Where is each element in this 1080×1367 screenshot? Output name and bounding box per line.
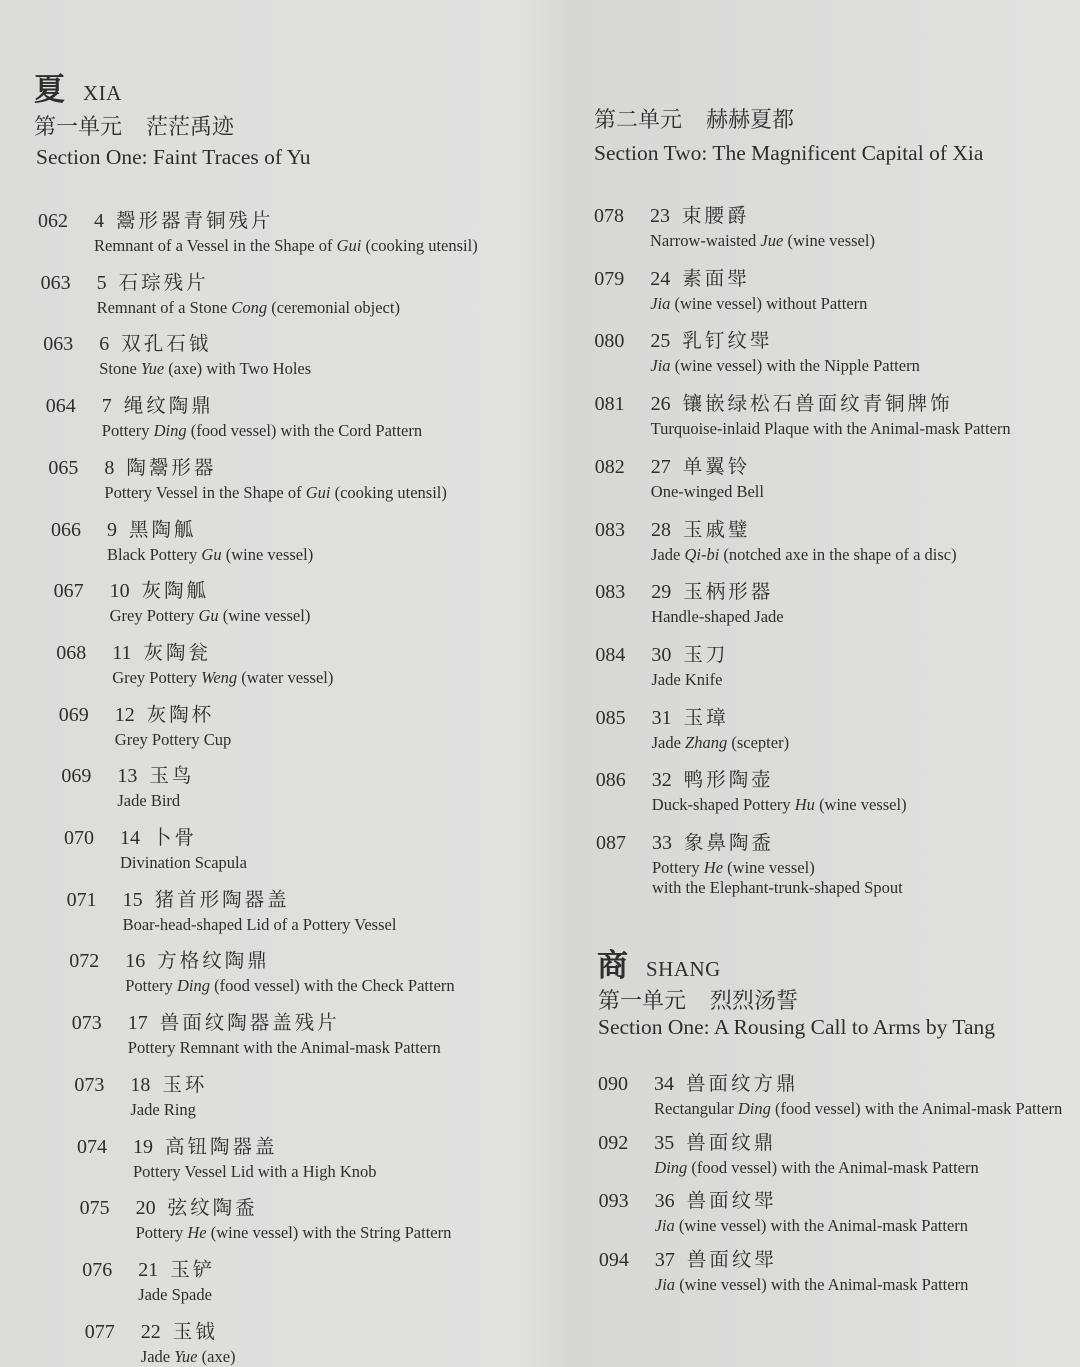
item-name-en-text: (water vessel) [237, 667, 334, 687]
item-name-cn: 黑陶觚 [129, 517, 197, 541]
item-name-en-text: (axe) [197, 1346, 236, 1366]
entry-heading [596, 764, 907, 792]
item-name-en [128, 1038, 441, 1058]
item-number: 19 [133, 1135, 153, 1158]
item-name-en-term: Ding [176, 976, 210, 996]
item-name-en-text: (notched axe in the shape of a disc) [719, 544, 957, 564]
page-number: 063 [40, 271, 71, 294]
item-number: 28 [651, 518, 671, 541]
entry-heading [595, 639, 728, 667]
catalog-entry [595, 388, 1011, 439]
item-name-en [123, 915, 397, 935]
item-name-cn: 单翼铃 [682, 454, 751, 478]
item-name-en-term: Ding [153, 421, 187, 441]
catalog-entry [596, 764, 907, 815]
item-name-cn: 玉璋 [683, 705, 729, 729]
dynasty-latin: XIA [83, 81, 122, 105]
entry-heading [595, 451, 764, 479]
section-name-cn: 茫茫禹迹 [146, 115, 235, 140]
page-number: 081 [594, 393, 625, 416]
dynasty-heading-xia [34, 64, 122, 109]
item-name-en [117, 791, 194, 811]
item-number: 5 [96, 271, 107, 294]
item-name-en [655, 1275, 968, 1295]
section-title-en: Section Two: The Magnificent Capital of Xia [594, 141, 984, 165]
item-name-en [104, 483, 447, 503]
page-number: 071 [66, 888, 97, 911]
catalog-entry [85, 1316, 236, 1367]
page-number: 076 [82, 1258, 113, 1281]
item-name-cn: 鬶形器青铜残片 [116, 209, 274, 232]
entry-heading [598, 1127, 978, 1155]
item-name-en-text: (cooking utensil) [361, 236, 478, 255]
dynasty-han: 商 [597, 948, 628, 984]
item-name-en-text: Pottery [135, 1223, 188, 1243]
item-number: 20 [135, 1197, 156, 1220]
entry-heading [59, 699, 231, 727]
item-name-en-term: Jia [654, 1274, 676, 1294]
item-name-en [651, 607, 783, 627]
catalog-entry [599, 1244, 968, 1295]
page-number: 094 [598, 1248, 629, 1271]
item-name-en-text: (axe) with Two Holes [164, 359, 312, 379]
item-number: 29 [651, 581, 672, 604]
entry-heading [599, 1244, 968, 1272]
item-name-cn: 鸭形陶壶 [683, 768, 774, 792]
item-name-en [94, 236, 478, 256]
item-number: 31 [651, 706, 672, 729]
entry-heading [64, 822, 247, 850]
page-number: 079 [594, 267, 625, 290]
item-number: 34 [654, 1073, 674, 1095]
entry-heading [74, 1069, 207, 1097]
item-name-en-text: Pottery [652, 858, 704, 877]
item-name-en-term: Jue [760, 231, 784, 250]
item-name-en [138, 1285, 215, 1305]
page-number: 073 [74, 1073, 105, 1096]
item-name-en [652, 795, 907, 815]
catalog-entry [82, 1254, 215, 1305]
item-name-en-text: (wine vessel) [218, 606, 311, 626]
item-name-cn: 灰陶杯 [146, 702, 215, 726]
section-number-cn: 第一单元 [34, 115, 123, 140]
item-name-cn: 玉鸟 [149, 764, 195, 788]
item-name-en-text: Narrow-waisted [650, 231, 761, 250]
item-name-cn: 兽面纹斝 [686, 1247, 777, 1271]
catalog-entry [77, 1131, 377, 1182]
entry-heading [72, 1007, 441, 1035]
item-name-en-text: Stone [99, 359, 141, 379]
page-number: 092 [598, 1131, 629, 1154]
item-name-en-text: Grey Pottery [112, 667, 202, 687]
item-name-en-text: Pottery Vessel in the Shape of [104, 482, 306, 502]
item-name-en-text: (wine vessel) without Pattern [670, 293, 868, 313]
item-name-en-term: Jia [654, 1216, 675, 1235]
item-name-en-term: Jia [650, 356, 671, 376]
item-number: 30 [651, 643, 672, 666]
item-name-en [651, 670, 728, 690]
item-name-en [102, 421, 422, 441]
item-number: 7 [101, 395, 112, 418]
item-name-en-text: Grey Pottery [109, 606, 199, 626]
entry-heading [46, 390, 422, 418]
page-number: 080 [594, 330, 625, 353]
catalog-entry [51, 514, 313, 565]
page-number: 062 [38, 210, 68, 232]
item-name-en-text: (ceremonial object) [267, 297, 400, 317]
item-name-en-text: (scepter) [727, 732, 790, 752]
item-name-cn: 陶鬶形器 [126, 455, 217, 479]
section-title-en: Section One: A Rousing Call to Arms by Tang [598, 1015, 996, 1039]
item-number: 8 [104, 456, 115, 479]
item-name-en [651, 419, 1011, 439]
entry-heading [43, 328, 311, 356]
catalog-entry [56, 637, 333, 688]
item-name-cn: 束腰爵 [682, 204, 750, 227]
catalog-entry [595, 576, 783, 627]
item-name-en [130, 1100, 207, 1120]
item-name-en-text: (wine vessel) [723, 858, 815, 877]
item-name-en-term: Gui [305, 482, 331, 502]
item-name-en-term: Gui [336, 236, 362, 255]
entry-heading [51, 514, 313, 542]
page-number: 065 [48, 456, 79, 479]
item-name-en-text: Pottery Remnant with the Animal-mask Pattern [127, 1038, 441, 1058]
page-number: 075 [79, 1197, 110, 1220]
item-name-en-text: Grey Pottery Cup [114, 729, 232, 749]
item-name-en-text: (wine vessel) with the Animal-mask Pattern [674, 1216, 969, 1235]
catalog-entry [54, 575, 311, 626]
item-name-en-text: Remnant of a Vessel in the Shape of [94, 236, 337, 255]
section-name-cn: 烈烈汤誓 [710, 989, 799, 1014]
section-title-cn [598, 984, 798, 1015]
item-name-en [115, 730, 231, 750]
item-name-en-text: (food vessel) with the Animal-mask Pattern [687, 1157, 979, 1177]
entry-heading [596, 827, 903, 855]
catalog-entry [43, 328, 311, 379]
item-name-en-text: Rectangular [654, 1099, 738, 1118]
item-name-en-text: One-winged Bell [650, 481, 764, 501]
item-name-cn: 玉戚璧 [683, 517, 751, 541]
item-name-en-term: Qi-bi [684, 544, 720, 564]
item-name-en-text: Pottery [125, 976, 177, 996]
catalog-entry [69, 945, 455, 996]
page-number: 074 [77, 1135, 107, 1158]
catalog-entry [594, 263, 867, 314]
entry-heading [61, 760, 194, 788]
entry-heading [54, 575, 311, 603]
item-number: 23 [650, 205, 670, 227]
section-title-cn [34, 110, 234, 141]
item-name-en-text: Jade Spade [138, 1284, 212, 1304]
catalog-entry [46, 390, 422, 441]
item-name-en [97, 298, 400, 318]
item-number: 15 [122, 888, 143, 911]
item-name-cn: 兽面纹陶器盖残片 [159, 1011, 340, 1035]
page-number: 073 [71, 1012, 102, 1035]
item-name-en-term: Gu [198, 606, 219, 626]
item-name-en-term: Yue [174, 1346, 198, 1366]
catalog-entry [80, 1192, 452, 1243]
item-number: 33 [652, 832, 672, 854]
item-name-en [650, 294, 867, 314]
item-name-en [654, 1099, 1062, 1119]
item-name-en-text: (wine vessel) with the String Pattern [206, 1223, 452, 1243]
item-name-cn: 弦纹陶盉 [167, 1196, 258, 1220]
item-name-cn: 高钮陶器盖 [165, 1134, 278, 1158]
catalog-entry [72, 1007, 441, 1058]
catalog-entry [41, 267, 400, 318]
item-name-en-term: He [703, 858, 724, 877]
dynasty-latin: SHANG [646, 957, 721, 981]
entry-heading [594, 200, 875, 228]
item-name-en-text: (wine vessel) with the Nipple Pattern [670, 356, 920, 376]
page-number: 067 [53, 580, 84, 603]
item-name-en-text: Remnant of a Stone [96, 297, 232, 317]
entry-heading [598, 1068, 1062, 1096]
entry-heading [594, 325, 919, 353]
entry-heading [56, 637, 333, 665]
catalog-entry [594, 200, 875, 251]
item-name-en-term: Yue [140, 359, 165, 379]
catalog-entry [67, 884, 397, 935]
item-name-en [650, 231, 875, 251]
entry-heading [594, 263, 867, 291]
page-number: 069 [58, 703, 89, 726]
entry-heading [595, 388, 1011, 416]
catalog-entry [598, 1068, 1062, 1119]
page-number: 090 [598, 1073, 628, 1095]
item-name-en [651, 482, 764, 502]
item-name-en-text: Jade Bird [117, 791, 181, 811]
item-name-en-term: Jia [650, 293, 671, 313]
item-name-en [650, 356, 919, 376]
item-name-cn: 兽面纹斝 [686, 1189, 777, 1212]
item-name-en-text: (cooking utensil) [330, 482, 447, 502]
item-name-en-text: Jade Knife [651, 669, 723, 689]
catalog-entry [59, 699, 231, 750]
page-number: 068 [56, 641, 87, 664]
item-name-en [107, 545, 313, 565]
dynasty-heading-shang [597, 940, 721, 985]
item-number: 13 [117, 765, 138, 788]
item-name-cn: 灰陶瓮 [143, 640, 211, 664]
item-name-en-text: (food vessel) with the Animal-mask Pattern [770, 1099, 1063, 1118]
item-name-en [99, 359, 311, 379]
item-name-en [652, 733, 789, 753]
item-name-en-text: (food vessel) with the Cord Pattern [186, 421, 423, 441]
item-name-en-term: Weng [201, 667, 238, 687]
catalog-entry [596, 702, 789, 753]
item-name-en [136, 1223, 452, 1243]
page-number: 082 [594, 455, 625, 478]
item-name-en [133, 1162, 377, 1182]
item-name-en-text: (wine vessel) [221, 544, 314, 564]
item-number: 10 [109, 580, 130, 603]
catalog-entry [599, 1185, 968, 1236]
item-name-en [125, 976, 455, 996]
item-number: 12 [114, 703, 135, 726]
item-name-cn: 乳钉纹斝 [682, 329, 773, 353]
page-number: 078 [594, 205, 624, 227]
section-number-cn: 第一单元 [598, 989, 687, 1014]
entry-heading [48, 452, 447, 480]
catalog-entry [48, 452, 447, 503]
item-name-en [112, 668, 333, 688]
item-name-cn: 绳纹陶鼎 [123, 394, 214, 418]
item-name-en-text: Jade [651, 544, 685, 564]
item-name-en-text: Pottery Vessel Lid with a High Knob [133, 1161, 377, 1181]
page-number: 069 [61, 765, 92, 788]
page-number: 083 [595, 581, 626, 604]
item-name-en-text: Jade [140, 1346, 175, 1366]
catalog-entry [594, 325, 919, 376]
item-number: 14 [120, 827, 140, 849]
entry-heading [82, 1254, 215, 1282]
page-number: 072 [69, 950, 100, 973]
dynasty-han: 夏 [34, 72, 65, 108]
item-name-cn: 卜骨 [152, 826, 198, 849]
item-number: 6 [99, 333, 110, 356]
entry-heading [595, 576, 783, 604]
item-name-en-term: Gu [201, 544, 222, 564]
page-number: 093 [598, 1190, 629, 1212]
item-name-cn: 素面斝 [682, 266, 750, 290]
item-name-en-term: Ding [654, 1157, 688, 1177]
page-number: 070 [64, 827, 94, 849]
page-number: 063 [43, 333, 74, 356]
item-name-cn: 石琮残片 [118, 270, 209, 294]
entry-heading [596, 702, 789, 730]
item-number: 26 [650, 393, 671, 416]
catalog-entry [596, 827, 903, 898]
item-number: 21 [138, 1258, 159, 1281]
page-number: 086 [595, 769, 626, 792]
item-name-en-term: Ding [737, 1099, 771, 1118]
page-number: 085 [595, 706, 626, 729]
item-number: 11 [112, 641, 132, 664]
item-name-en-text: Boar-head-shaped Lid of a Pottery Vessel [122, 914, 397, 934]
page-number: 066 [51, 518, 81, 541]
page-number: 064 [45, 395, 76, 418]
item-name-en-text: Jade Ring [130, 1099, 196, 1119]
entry-heading [85, 1316, 236, 1344]
item-number: 18 [130, 1073, 151, 1096]
page-number: 083 [595, 518, 625, 541]
item-name-en [651, 545, 957, 565]
item-number: 17 [127, 1012, 148, 1035]
catalog-entry [595, 639, 728, 690]
item-number: 37 [654, 1248, 675, 1271]
catalog-entry [61, 760, 194, 811]
item-name-cn: 玉柄形器 [683, 580, 774, 604]
item-name-en-term: Hu [794, 795, 815, 815]
item-name-cn: 双孔石钺 [121, 332, 212, 356]
item-name-cn: 方格纹陶鼎 [157, 949, 270, 973]
catalog-entry [38, 205, 478, 256]
item-name-en-text: Black Pottery [107, 544, 202, 564]
item-name-en-text: Turquoise-inlaid Plaque with the Animal-mask Pattern [650, 419, 1011, 439]
section-title-cn [594, 103, 794, 134]
item-name-cn: 猪首形陶器盖 [154, 887, 290, 911]
item-name-en-text: Duck-shaped Pottery [651, 795, 795, 815]
page-number: 084 [595, 643, 626, 666]
catalog-entry [595, 451, 764, 502]
item-name-en-text: (wine vessel) with the Animal-mask Pattern [675, 1274, 969, 1294]
item-number: 27 [650, 455, 671, 478]
item-name-cn: 玉环 [162, 1072, 208, 1096]
item-name-en-term: Cong [231, 297, 268, 317]
item-number: 16 [125, 950, 146, 973]
page-number: 087 [596, 832, 626, 854]
catalog-entry [74, 1069, 207, 1120]
entry-heading [595, 514, 957, 542]
item-name-en [141, 1347, 236, 1367]
catalog-entry [64, 822, 247, 873]
item-name-cn: 镶嵌绿松石兽面纹青铜牌饰 [682, 392, 953, 416]
section-name-cn: 赫赫夏都 [706, 108, 795, 133]
entry-heading [599, 1185, 968, 1213]
item-number: 9 [107, 518, 117, 541]
catalog-entry [598, 1127, 978, 1178]
item-name-en-text: (wine vessel) [783, 231, 875, 250]
entry-heading [38, 205, 478, 233]
item-name-en-text: Divination Scapula [120, 853, 247, 872]
item-name-cn: 象鼻陶盉 [684, 831, 775, 854]
item-name-cn: 兽面纹鼎 [686, 1130, 777, 1154]
item-name-en-text: Handle-shaped Jade [651, 607, 784, 627]
item-name-en-text: (food vessel) with the Check Pattern [209, 976, 455, 996]
item-number: 24 [650, 267, 671, 290]
entry-heading [41, 267, 400, 295]
page-number: 077 [84, 1320, 115, 1343]
section-number-cn: 第二单元 [594, 108, 683, 133]
section-title-en: Section One: Faint Traces of Yu [36, 145, 311, 169]
entry-heading [77, 1131, 377, 1159]
item-number: 35 [654, 1131, 675, 1154]
item-name-en [652, 858, 903, 878]
item-name-en [110, 606, 311, 626]
item-name-cn: 灰陶觚 [141, 579, 210, 603]
item-name-en [654, 1158, 978, 1178]
item-name-cn: 兽面纹方鼎 [686, 1072, 799, 1095]
entry-heading [80, 1192, 452, 1220]
item-name-en [655, 1216, 968, 1236]
entry-heading [67, 884, 397, 912]
item-name-en-term: Zhang [685, 732, 728, 752]
item-name-en-continued: with the Elephant-trunk-shaped Spout [652, 878, 903, 897]
item-name-en-text: Jade [651, 732, 686, 752]
item-name-en [120, 853, 247, 873]
item-name-en-text: Pottery [101, 421, 154, 441]
catalog-entry [595, 514, 957, 565]
item-name-cn: 玉刀 [683, 642, 729, 666]
item-number: 25 [650, 330, 671, 353]
entry-heading [69, 945, 455, 973]
item-name-en-term: He [187, 1223, 207, 1243]
item-number: 4 [94, 210, 104, 232]
item-name-en-text: (wine vessel) [814, 795, 907, 815]
item-number: 22 [140, 1320, 161, 1343]
item-number: 32 [651, 769, 672, 792]
item-name-cn: 玉铲 [170, 1257, 216, 1281]
item-number: 36 [654, 1190, 675, 1212]
item-name-cn: 玉钺 [172, 1319, 218, 1343]
